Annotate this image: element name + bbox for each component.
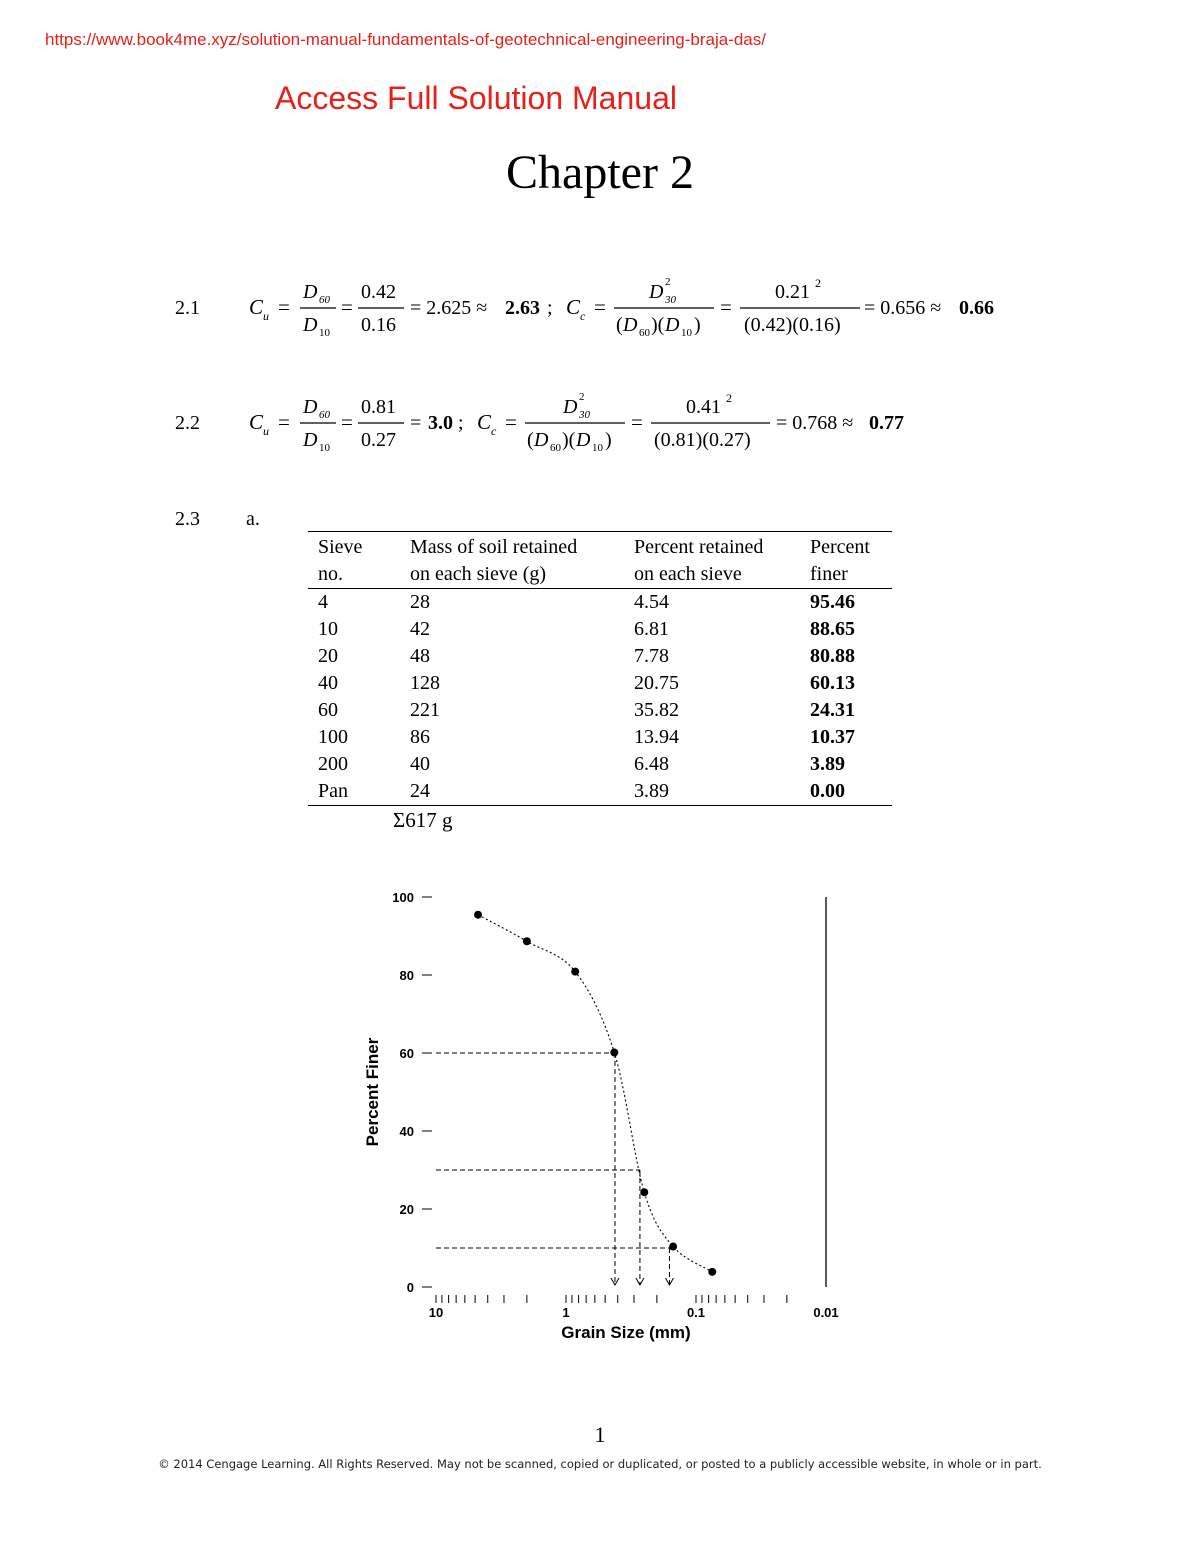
table-row: 60 221 35.82 24.31 bbox=[318, 699, 855, 721]
svg-text:C: C bbox=[477, 410, 492, 434]
svg-text:): ) bbox=[694, 314, 701, 336]
access-solution-manual-link[interactable]: Access Full Solution Manual bbox=[275, 80, 677, 116]
svg-text:=: = bbox=[341, 410, 353, 434]
svg-text:(: ( bbox=[527, 429, 534, 451]
cu-denominator: 0.16 bbox=[361, 314, 396, 336]
svg-text:30: 30 bbox=[579, 409, 590, 421]
y-tick-label: 20 bbox=[399, 1202, 414, 1217]
svg-text:=: = bbox=[278, 295, 290, 319]
problem-number: 2.3 bbox=[175, 508, 200, 530]
cc-denominator: (0.42)(0.16) bbox=[744, 314, 841, 336]
svg-text:2: 2 bbox=[579, 391, 585, 403]
svg-text:10: 10 bbox=[592, 442, 603, 454]
problem-part-label: a. bbox=[246, 508, 260, 530]
svg-text:D: D bbox=[563, 396, 578, 418]
problem-number: 2.1 bbox=[175, 297, 200, 319]
svg-text:30: 30 bbox=[665, 294, 676, 306]
svg-text:D: D bbox=[303, 396, 318, 418]
cu-denominator: 0.27 bbox=[361, 429, 396, 451]
svg-text:u: u bbox=[263, 424, 269, 438]
cc-answer: 0.66 bbox=[959, 297, 994, 319]
data-point bbox=[523, 937, 531, 945]
svg-text:60: 60 bbox=[639, 327, 650, 339]
svg-text:60: 60 bbox=[550, 442, 561, 454]
y-tick-label: 100 bbox=[392, 890, 414, 905]
svg-text:=: = bbox=[341, 295, 353, 319]
cu-answer: 2.63 bbox=[505, 297, 540, 319]
column-header: Percent retained on each sieve bbox=[624, 532, 800, 589]
svg-text:10: 10 bbox=[319, 442, 330, 454]
svg-text:=: = bbox=[410, 412, 422, 434]
page-number: 1 bbox=[594, 1422, 606, 1447]
svg-text:2: 2 bbox=[726, 391, 732, 405]
sieve-analysis-table bbox=[308, 531, 892, 806]
table-row: 10 42 6.81 88.65 bbox=[318, 618, 855, 640]
svg-text:;: ; bbox=[547, 297, 553, 319]
svg-text:)(: )( bbox=[651, 314, 665, 336]
cc-numerator: 0.41 bbox=[686, 396, 721, 418]
svg-text:D: D bbox=[665, 314, 680, 336]
column-header: Mass of soil retained on each sieve (g) bbox=[400, 532, 624, 589]
y-tick-label: 60 bbox=[399, 1046, 414, 1061]
data-point bbox=[640, 1188, 648, 1196]
table-header-row bbox=[308, 532, 892, 589]
svg-text:C: C bbox=[249, 295, 264, 319]
y-tick-label: 40 bbox=[399, 1124, 414, 1139]
data-point bbox=[571, 968, 579, 976]
problem-number: 2.2 bbox=[175, 412, 200, 434]
svg-text:C: C bbox=[566, 295, 581, 319]
source-url-link[interactable]: https://www.book4me.xyz/solution-manual-fundamentals-of-geotechnical-engineering-braja-das/ bbox=[45, 30, 766, 49]
table-row: Pan 24 3.89 0.00 bbox=[308, 778, 892, 806]
y-tick-label: 0 bbox=[406, 1280, 414, 1295]
x-tick-label: 10 bbox=[428, 1305, 444, 1320]
cc-denominator: (0.81)(0.27) bbox=[654, 429, 751, 451]
mass-total: Σ617 g bbox=[393, 808, 453, 832]
svg-text:D: D bbox=[623, 314, 638, 336]
chapter-title: Chapter 2 bbox=[506, 146, 694, 199]
svg-text:;: ; bbox=[458, 412, 464, 434]
column-header: Sieve no. bbox=[308, 532, 400, 589]
cu-numerator: 0.81 bbox=[361, 396, 396, 418]
table-row: 20 48 7.78 80.88 bbox=[318, 645, 855, 667]
cu-answer: 3.0 bbox=[428, 412, 453, 434]
svg-text:2: 2 bbox=[665, 276, 671, 288]
svg-text:2: 2 bbox=[815, 276, 821, 290]
cc-result: = 0.656 ≈ bbox=[864, 297, 942, 319]
svg-text:): ) bbox=[605, 429, 612, 451]
table-row: 100 86 13.94 10.37 bbox=[318, 726, 855, 748]
svg-text:C: C bbox=[249, 410, 264, 434]
table-row: 4 28 4.54 95.46 bbox=[318, 591, 855, 613]
column-header: Percent finer bbox=[800, 532, 892, 589]
svg-text:=: = bbox=[278, 410, 290, 434]
svg-text:=: = bbox=[505, 410, 517, 434]
svg-text:D: D bbox=[303, 281, 318, 303]
svg-text:u: u bbox=[263, 309, 269, 323]
problem-2-1 bbox=[0, 270, 1200, 350]
svg-text:D: D bbox=[303, 314, 318, 336]
data-point bbox=[708, 1268, 716, 1276]
svg-text:D: D bbox=[534, 429, 549, 451]
grain-size-chart bbox=[340, 870, 880, 1360]
svg-text:=: = bbox=[720, 295, 732, 319]
data-point bbox=[474, 911, 482, 919]
problem-2-2 bbox=[0, 385, 1200, 465]
x-axis-label: Grain Size (mm) bbox=[561, 1323, 691, 1342]
svg-text:(: ( bbox=[616, 314, 623, 336]
y-axis-label: Percent Finer bbox=[363, 1037, 382, 1147]
table-row: 40 128 20.75 60.13 bbox=[318, 672, 855, 694]
svg-text:c: c bbox=[491, 424, 497, 438]
svg-text:60: 60 bbox=[319, 294, 330, 306]
x-tick-label: 0.01 bbox=[813, 1305, 839, 1320]
cc-result: = 0.768 ≈ bbox=[776, 412, 854, 434]
svg-text:60: 60 bbox=[319, 409, 330, 421]
data-point bbox=[669, 1243, 677, 1251]
cc-answer: 0.77 bbox=[869, 412, 904, 434]
cu-result: = 2.625 ≈ bbox=[410, 297, 488, 319]
gradation-curve bbox=[478, 915, 712, 1272]
svg-text:=: = bbox=[631, 410, 643, 434]
svg-text:10: 10 bbox=[681, 327, 692, 339]
svg-text:D: D bbox=[303, 429, 318, 451]
svg-text:D: D bbox=[649, 281, 664, 303]
copyright-notice: © 2014 Cengage Learning. All Rights Reserved. May not be scanned, copied or duplicated, or posted to a publicly accessible website, in whole or in part. bbox=[158, 1457, 1042, 1471]
svg-text:)(: )( bbox=[562, 429, 576, 451]
cc-numerator: 0.21 bbox=[775, 281, 810, 303]
x-tick-label: 0.1 bbox=[686, 1305, 706, 1320]
table-row: 200 40 6.48 3.89 bbox=[318, 753, 845, 775]
y-tick-label: 80 bbox=[399, 968, 414, 983]
data-point bbox=[610, 1048, 618, 1056]
cu-numerator: 0.42 bbox=[361, 281, 396, 303]
svg-text:D: D bbox=[576, 429, 591, 451]
svg-text:10: 10 bbox=[319, 327, 330, 339]
svg-text:c: c bbox=[580, 309, 586, 323]
svg-text:=: = bbox=[594, 295, 606, 319]
x-tick-label: 1 bbox=[562, 1305, 570, 1320]
